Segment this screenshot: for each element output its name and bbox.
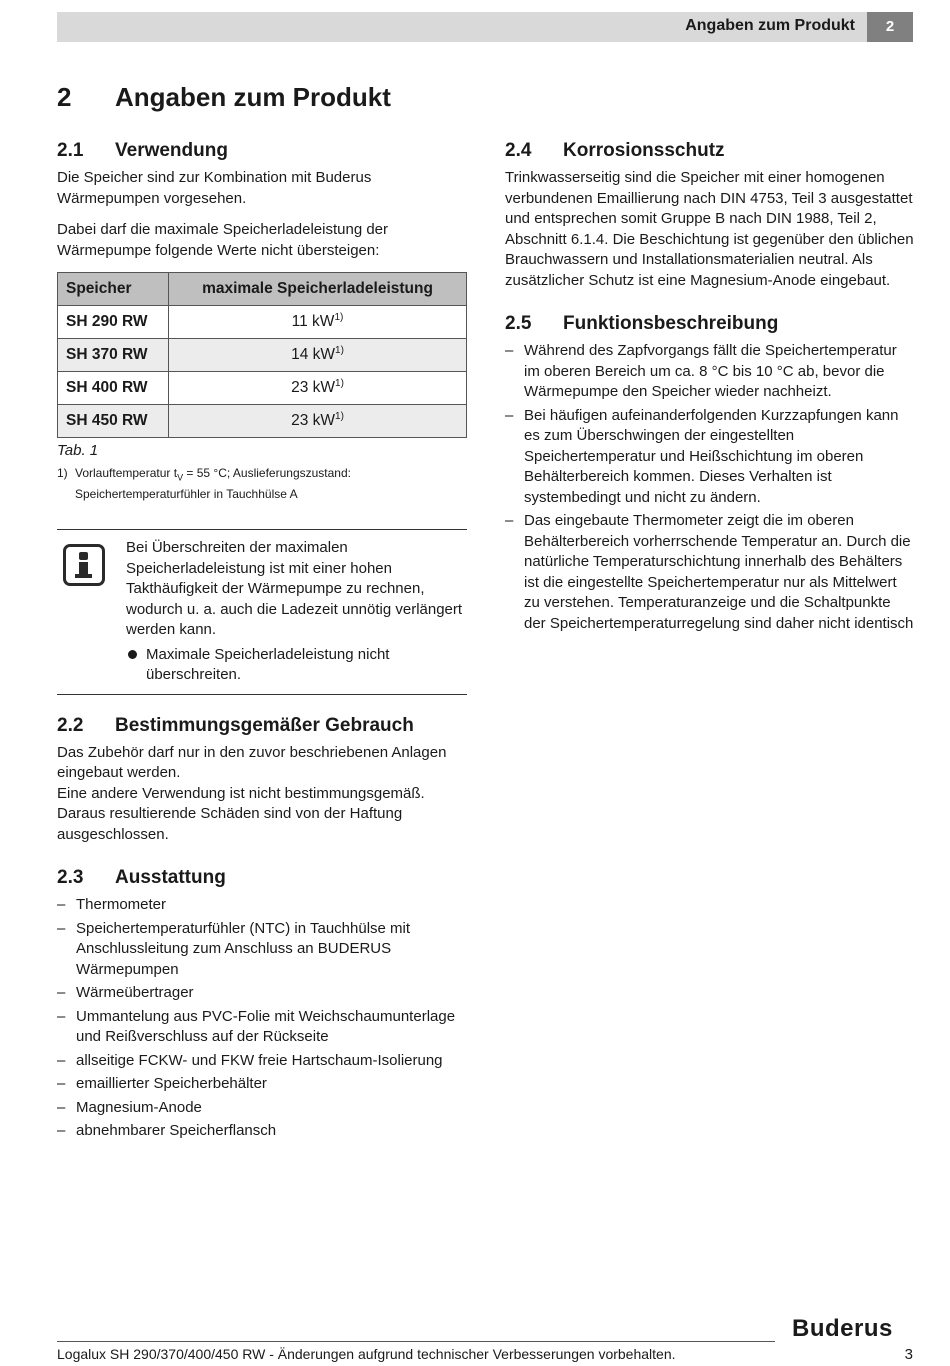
section-title: Verwendung	[115, 140, 228, 161]
model-cell: SH 370 RW	[58, 339, 169, 372]
paragraph: Die Speicher sind zur Kombination mit Buderus Wärmepumpen vorgesehen.	[57, 169, 372, 207]
paragraph: Das Zubehör darf nur in den zuvor beschriebenen Anlagen eingebaut werden.	[57, 743, 447, 782]
bullet-text: Maximale Speicherladeleistung nicht überschreiten.	[146, 645, 390, 684]
charging-power-table	[57, 272, 467, 438]
chapter-heading	[57, 82, 391, 113]
list-item-text: Thermometer	[76, 896, 167, 914]
value-text: 14 kW	[291, 346, 336, 364]
section-heading-2-3	[57, 867, 467, 889]
left-column	[57, 140, 467, 1153]
section-number: 2.1	[57, 140, 84, 161]
notice-text: Bei Überschreiten der maximalen Speicherladeleistung ist mit einer hohen Takthäufigkeit der Wärmepumpe zu rechnen, wodurch u. a. auch die Ladezeit unnötig verlängert werden kann.	[126, 539, 463, 639]
list-item-text: Ummantelung aus PVC-Folie mit Weichschaumunterlage und Reißverschluss auf der Rückseite	[76, 1007, 456, 1046]
footnote-mark: 1)	[57, 466, 68, 480]
footnote-ref: 1)	[335, 378, 344, 390]
paragraph: Trinkwasserseitig sind die Speicher mit einer homogenen verbundenen Emaillierung nach DIN 4753, Teil 3 ausgestattet und entsprechen somit Gruppe B nach DIN 1988, Teil 2, Abschnitt 6.1.4. Die Beschichtung ist gegenüber den üblichen Brauchwassern und Installationsmaterialien neutral. Als zusätzlicher Schutz ist eine Magnesium-Anode eingebaut.	[505, 169, 914, 289]
page-number: 3	[904, 1346, 913, 1363]
section-heading-2-5	[505, 313, 915, 335]
table-caption: Tab. 1	[57, 442, 99, 459]
dash: –	[505, 512, 514, 529]
info-icon	[63, 544, 105, 586]
paragraph: Dabei darf die maximale Speicherladeleistung der Wärmepumpe folgende Werte nicht übersteigen:	[57, 221, 389, 259]
list-item-text: Wärmeübertrager	[76, 984, 194, 1002]
section-number: 2.5	[505, 313, 532, 334]
footer-text: Logalux SH 290/370/400/450 RW - Änderungen aufgrund technischer Verbesserungen vorbehalten.	[57, 1346, 676, 1362]
footnote-ref: 1)	[335, 345, 344, 357]
dash: –	[505, 406, 514, 424]
dash: –	[57, 984, 66, 1002]
list-item	[505, 511, 915, 634]
section-title: Ausstattung	[115, 867, 226, 889]
dash: –	[505, 342, 514, 359]
list-item-text: allseitige FCKW- und FKW freie Hartschaum-Isolierung	[76, 1051, 443, 1069]
table-header-row	[58, 273, 467, 306]
model-cell: SH 450 RW	[58, 405, 169, 438]
notice-body	[126, 538, 467, 686]
list-item-text: Das eingebaute Thermometer zeigt die im oberen Behälterbereich vorherrschende Temperatur an. Durch die natürliche Temperaturschichtung innerhalb des Behälters ist die eingestellte Speichertemperatur nur als Mittelwert zu verstehen. Temperaturanzeige und die Schaltpunkte der Speichertemperaturregelung sind daher nicht identisch	[524, 512, 914, 632]
list-item	[57, 1074, 467, 1095]
value-text: 23 kW	[291, 412, 336, 430]
list-item-text: emaillierter Speicherbehälter	[76, 1075, 267, 1093]
list-item	[505, 406, 915, 509]
footnote-text-b: = 55 °C; Auslieferungszustand: Speichertemperaturfühler in Tauchhülse A	[75, 466, 351, 502]
dash: –	[57, 1051, 66, 1069]
section-number: 2.2	[57, 714, 84, 736]
table-row	[58, 372, 467, 405]
section-heading-2-2	[57, 715, 467, 737]
section-number: 2.4	[505, 140, 532, 161]
function-list	[505, 341, 915, 634]
table-row	[58, 306, 467, 339]
value-cell	[169, 405, 467, 438]
right-column	[505, 140, 915, 645]
list-item-text: Bei häufigen aufeinanderfolgenden Kurzzapfungen kann es zum Überschwingen der eingestellten Speichertemperatur und Heißschichtung im oberen Behälterbereich kommen. Dieses Verhalten ist systembedingt und nicht zu ändern.	[524, 406, 899, 506]
list-item	[57, 895, 467, 916]
list-item	[505, 341, 915, 403]
footnote	[57, 465, 467, 503]
value-text: 11 kW	[291, 313, 335, 331]
list-item	[57, 1007, 467, 1048]
equipment-list	[57, 895, 467, 1142]
chapter-number: 2	[57, 82, 72, 112]
paragraph: Eine andere Verwendung ist nicht bestimmungsgemäß. Daraus resultierende Schäden sind von der Haftung ausgeschlossen.	[57, 784, 425, 843]
table-row	[58, 405, 467, 438]
chapter-title: Angaben zum Produkt	[115, 82, 391, 112]
dash: –	[57, 1075, 66, 1093]
column-header: maximale Speicherladeleistung	[169, 273, 467, 306]
bullet-icon	[126, 645, 146, 686]
list-item	[57, 919, 467, 981]
value-cell	[169, 306, 467, 339]
footnote-subscript: V	[177, 472, 184, 483]
running-header	[57, 12, 913, 42]
section-heading-2-1	[57, 140, 467, 162]
footnote-text	[75, 465, 467, 503]
list-item	[57, 1121, 467, 1142]
value-text: 23 kW	[291, 379, 336, 397]
notice-bullet	[126, 645, 467, 686]
section-title: Funktionsbeschreibung	[563, 313, 779, 334]
section-title: Bestimmungsgemäßer Gebrauch	[115, 714, 414, 736]
footnote-text-a: Vorlauftemperatur t	[75, 466, 178, 480]
info-notice	[57, 529, 467, 695]
list-item-text: Speichertemperaturfühler (NTC) in Tauchhülse mit Anschlussleitung zum Anschluss an BUDERUS Wärmepumpen	[76, 919, 411, 978]
section-heading-2-4	[505, 140, 915, 162]
list-item	[57, 1098, 467, 1119]
column-header: Speicher	[58, 273, 169, 306]
list-item	[57, 1051, 467, 1072]
footer-rule	[57, 1341, 775, 1342]
dash: –	[57, 1122, 66, 1140]
section-title: Korrosionsschutz	[563, 140, 725, 161]
buderus-logo: Buderus	[792, 1315, 893, 1342]
dash: –	[57, 1098, 66, 1116]
list-item	[57, 983, 467, 1004]
footnote-ref: 1)	[335, 411, 344, 423]
value-cell	[169, 372, 467, 405]
table-row	[58, 339, 467, 372]
dash: –	[57, 919, 66, 937]
list-item-text: Magnesium-Anode	[76, 1098, 202, 1116]
list-item-text: Während des Zapfvorgangs fällt die Speichertemperatur im oberen Bereich um ca. 8 °C bis 10 °C ab, bevor die Wärmepumpe den Speicher wieder nachheizt.	[524, 342, 897, 400]
dash: –	[57, 1007, 66, 1025]
model-cell: SH 290 RW	[58, 306, 169, 339]
model-cell: SH 400 RW	[58, 372, 169, 405]
chapter-tab: 2	[867, 12, 913, 42]
section-number: 2.3	[57, 867, 84, 889]
running-header-title: Angaben zum Produkt	[685, 17, 855, 34]
value-cell	[169, 339, 467, 372]
footnote-ref: 1)	[334, 312, 344, 324]
list-item-text: abnehmbarer Speicherflansch	[76, 1122, 277, 1140]
dash: –	[57, 896, 66, 914]
